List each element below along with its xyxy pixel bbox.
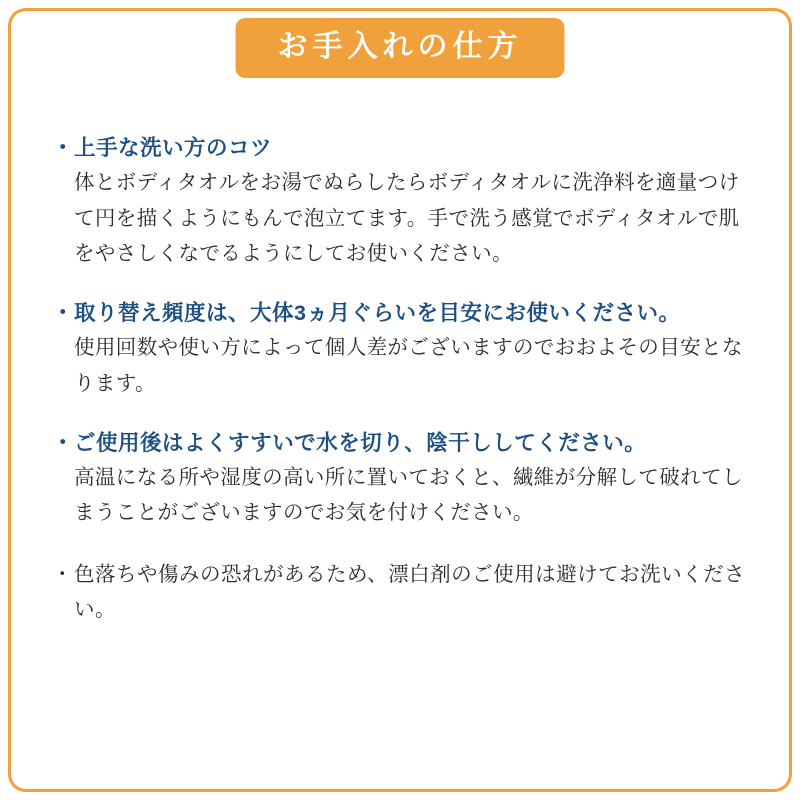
item-body: 体とボディタオルをお湯でぬらしたらボディタオルに洗浄料を適量つけて円を描くようにもんで泡立てます。手で洗う感覚でボディタオルで肌をやさしくなでるようにしてお使いください。 xyxy=(74,171,740,265)
item-heading: 色落ちや傷みの恐れがあるため、漂白剤のご使用は避けてお洗いください。 xyxy=(74,562,746,621)
item-body: 使用回数や使い方によって個人差がございますのでおおよその目安となります。 xyxy=(74,336,743,395)
item-heading-row xyxy=(52,297,748,330)
bullet-icon: ・ xyxy=(52,136,75,160)
bullet-icon: ・ xyxy=(52,430,75,455)
instructions-list xyxy=(52,132,748,627)
page-title: お手入れの仕方 xyxy=(236,18,565,78)
bullet-icon: ・ xyxy=(52,562,73,586)
item-body: 高温になる所や湿度の高い所に置いておくと、繊維が分解して破れてしまうことがございますのでお気を付けください。 xyxy=(74,466,743,525)
item-heading-row xyxy=(52,132,748,165)
item-heading-row xyxy=(52,427,748,460)
item-heading: 取り替え頻度は、大体3ヵ月ぐらいを目安にお使いください。 xyxy=(74,301,681,326)
list-item xyxy=(52,132,748,271)
list-item xyxy=(52,427,748,531)
item-heading-row xyxy=(52,557,748,628)
item-heading: ご使用後はよくすすいで水を切り、陰干ししてください。 xyxy=(74,430,647,455)
list-item xyxy=(52,557,748,628)
item-heading: 上手な洗い方のコツ xyxy=(74,136,273,160)
list-item xyxy=(52,297,748,401)
bullet-icon: ・ xyxy=(52,301,75,326)
